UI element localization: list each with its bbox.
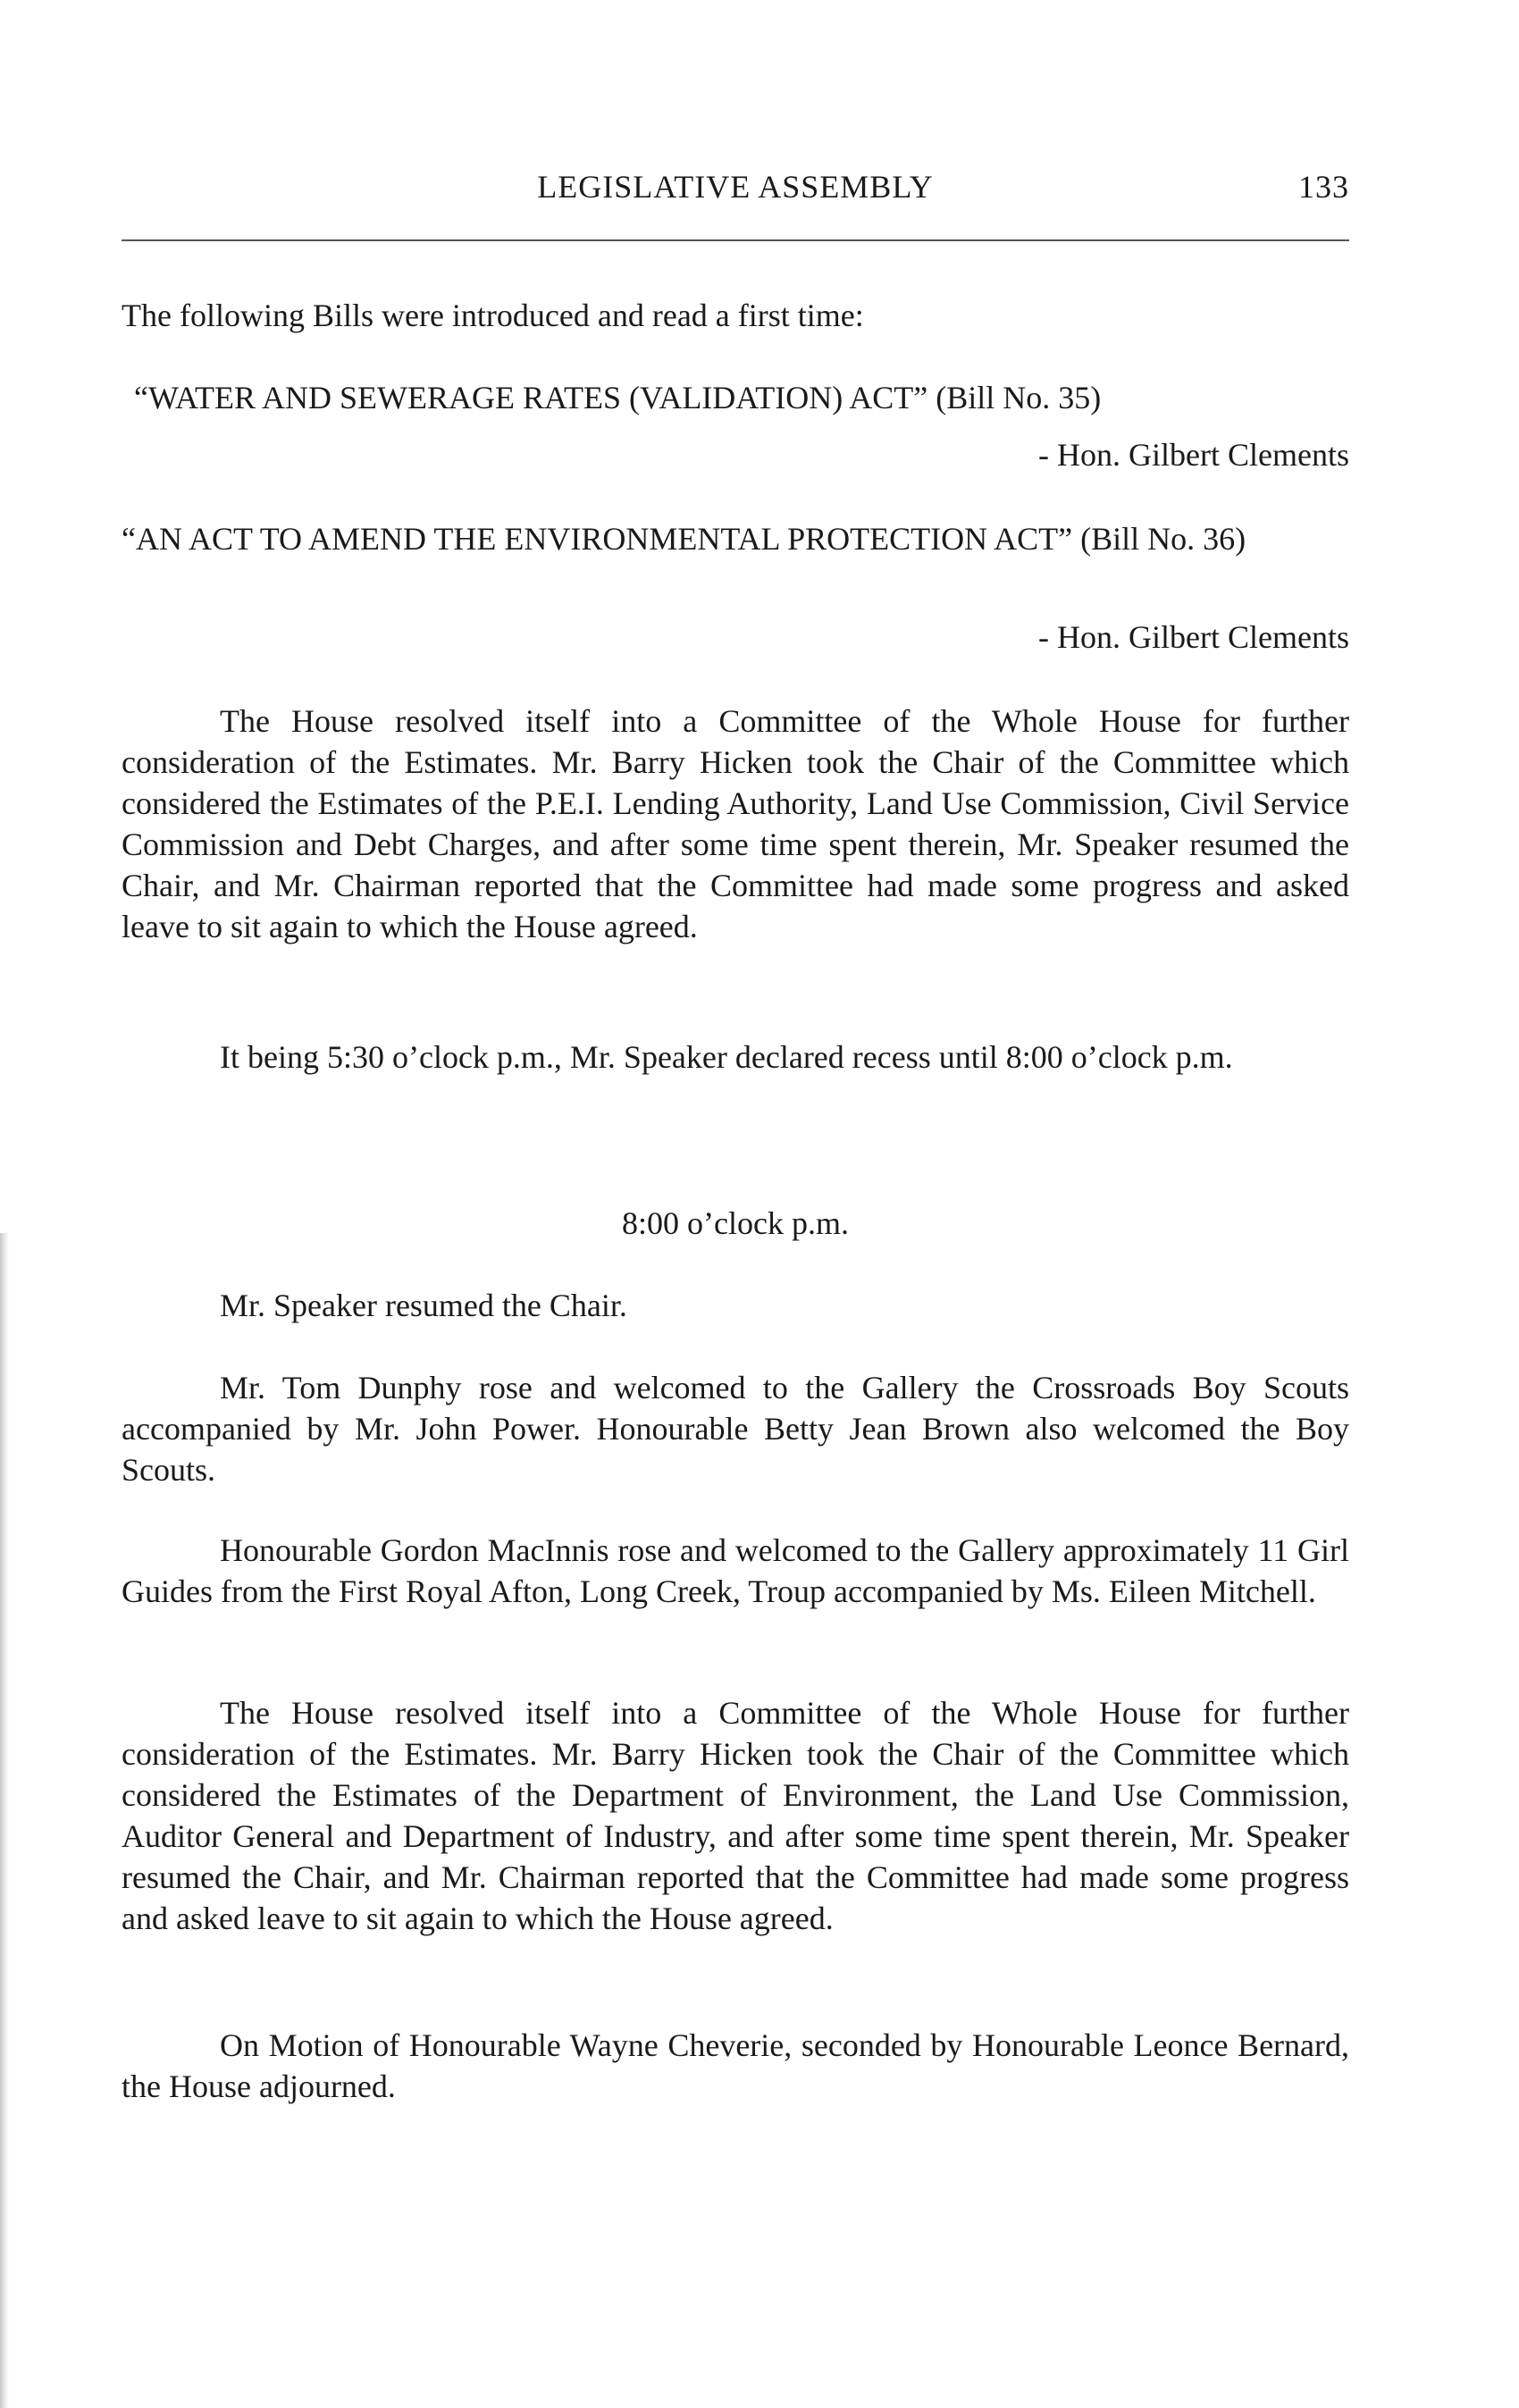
welcome-paragraph-2: Honourable Gordon MacInnis rose and welcomed to the Gallery approximately 11 Girl Guides from the First Royal Afton, Long Creek, Troup accompanied by Ms. Eileen Mitchell. — [122, 1532, 1349, 1609]
bills-intro: The following Bills were introduced and read a first time: — [122, 298, 864, 333]
bill-36-sponsor: - Hon. Gilbert Clements — [1038, 619, 1349, 655]
welcome-paragraph-1: Mr. Tom Dunphy rose and welcomed to the Gallery the Crossroads Boy Scouts accompanied by Mr. John Power. Honourable Betty Jean Brown also welcomed the Boy Scouts. — [122, 1370, 1349, 1488]
running-header — [122, 168, 1349, 211]
scan-edge-shadow — [0, 1233, 9, 2408]
speaker-resumed-paragraph: Mr. Speaker resumed the Chair. — [220, 1288, 627, 1323]
header-title: LEGISLATIVE ASSEMBLY — [537, 169, 934, 205]
bill-36-title: “AN ACT TO AMEND THE ENVIRONMENTAL PROTECTION ACT” (Bill No. 36) — [122, 521, 1246, 557]
bill-35-sponsor: - Hon. Gilbert Clements — [1038, 437, 1349, 473]
time-heading: 8:00 o’clock p.m. — [622, 1205, 849, 1241]
bill-35-title: “WATER AND SEWERAGE RATES (VALIDATION) ACT” (Bill No. 35) — [134, 380, 1102, 415]
committee-paragraph-2: The House resolved itself into a Committee of the Whole House for further consideration of the Estimates. Mr. Barry Hicken took the Chair of the Committee which considered the Estimates of the Department of Environment, the Land Use Commission, Auditor General and Department of Industry, and after some time spent therein, Mr. Speaker resumed the Chair, and Mr. Chairman reported that the Committee had made some progress and asked leave to sit again to which the House agreed. — [122, 1695, 1349, 1936]
committee-paragraph-1: The House resolved itself into a Committee of the Whole House for further consideration of the Estimates. Mr. Barry Hicken took the Chair of the Committee which considered the Estimates of the P.E.I. Lending Authority, Land Use Commission, Civil Service Commission and Debt Charges, and after some time spent therein, Mr. Speaker resumed the Chair, and Mr. Chairman reported that the Committee had made some progress and asked leave to sit again to which the House agreed. — [122, 703, 1349, 944]
page-number: 133 — [1298, 169, 1349, 205]
recess-paragraph: It being 5:30 o’clock p.m., Mr. Speaker declared recess until 8:00 o’clock p.m. — [220, 1039, 1233, 1075]
header-rule — [122, 239, 1349, 241]
adjourn-paragraph: On Motion of Honourable Wayne Cheverie, seconded by Honourable Leonce Bernard, the House adjourned. — [122, 2027, 1349, 2104]
